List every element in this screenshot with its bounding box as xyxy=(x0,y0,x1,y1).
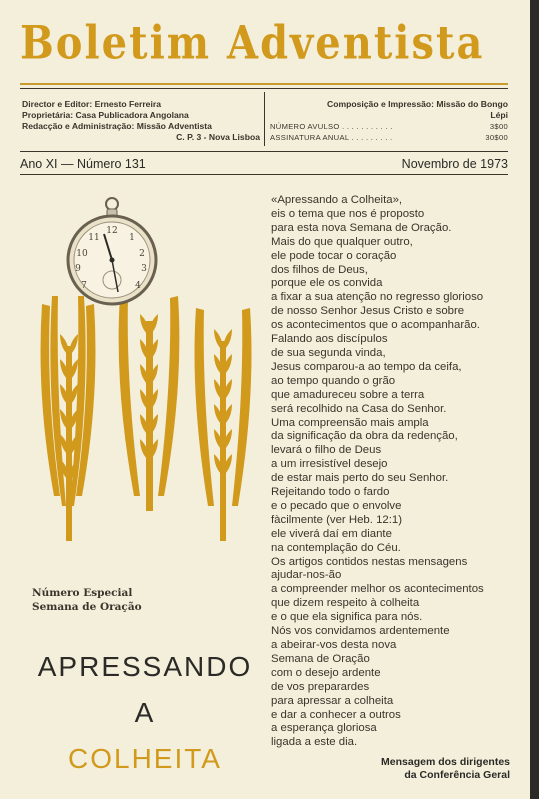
issue-line xyxy=(20,157,508,171)
headline-word3: COLHEITA xyxy=(68,743,222,774)
price-single-label: NÚMERO AVULSO . . . . . . . . . . . xyxy=(270,122,393,131)
message-line: com o desejo ardente xyxy=(271,666,381,679)
message-line: a fixar a sua atenção no regresso glorioso xyxy=(271,291,484,304)
price-single-value: 3$00 xyxy=(489,122,508,131)
message-line: levará o filho de Deus xyxy=(271,444,382,457)
special-issue-line1: Número Especial xyxy=(32,587,133,599)
message-line: de nosso Senhor Jesus Cristo e sobre xyxy=(271,305,465,318)
imprint-divider xyxy=(264,92,265,146)
svg-text:9: 9 xyxy=(75,264,81,274)
message-line: para apressar a colheita xyxy=(271,694,394,707)
svg-text:4: 4 xyxy=(135,281,141,291)
imprint-editorial xyxy=(22,99,262,143)
imprint-printing-place: Lépi xyxy=(490,110,508,120)
price-subscription-label: ASSINATURA ANUAL . . . . . . . . . xyxy=(270,133,393,142)
signature-line1: Mensagem dos dirigentes xyxy=(381,756,510,768)
message-line: ligada a este dia. xyxy=(271,736,358,749)
masthead-rule xyxy=(20,83,508,85)
pocket-watch-icon xyxy=(68,198,156,304)
message-line: Uma compreensão mais ampla xyxy=(271,416,429,429)
message-paragraph xyxy=(271,194,521,236)
masthead-rule-thin xyxy=(20,88,508,89)
message-paragraph xyxy=(271,236,521,333)
imprint-address: C. P. 3 - Nova Lisboa xyxy=(176,132,260,142)
svg-text:11: 11 xyxy=(88,233,100,243)
message-paragraph xyxy=(271,486,521,556)
price-single xyxy=(270,121,508,132)
message-line: e o pecado que o envolve xyxy=(271,499,402,512)
cover-headline xyxy=(30,644,260,782)
headline-word2: A xyxy=(134,697,156,728)
wheat-sheaf-icon xyxy=(41,296,252,541)
message-line: Os artigos contidos nestas mensagens xyxy=(271,555,468,568)
message-line: da significação da obra da redenção, xyxy=(271,430,458,443)
message-line: de vos preparardes xyxy=(271,680,370,693)
message-signature xyxy=(330,756,510,782)
message-line: Jesus comparou-a ao tempo da ceifa, xyxy=(271,360,462,373)
message-line: ele viverá daí em diante xyxy=(271,527,392,540)
headline-word1: APRESSANDO xyxy=(37,651,253,682)
message-line: será recolhido na Casa do Senhor. xyxy=(271,402,447,415)
message-line: e o que ela significa para nós. xyxy=(271,611,423,624)
price-subscription-value: 30$00 xyxy=(485,133,508,142)
message-paragraph xyxy=(271,625,521,750)
message-line: eis o tema que nos é proposto xyxy=(271,207,425,220)
message-line: ele pode tocar o coração xyxy=(271,249,397,262)
message-line: a abeirar-vos desta nova xyxy=(271,639,397,651)
imprint-printing xyxy=(270,99,508,143)
watch-and-wheat-illustration xyxy=(28,196,260,566)
svg-text:10: 10 xyxy=(76,249,88,259)
message-line: de estar mais perto do seu Senhor. xyxy=(271,472,449,485)
message-line: porque ele os convida xyxy=(271,277,383,290)
message-line: de sua segunda vinda, xyxy=(271,346,386,359)
message-line: Rejeitando todo o fardo xyxy=(271,486,390,499)
masthead-title: Boletim Adventista xyxy=(20,16,485,71)
message-paragraph xyxy=(271,556,521,626)
svg-text:2: 2 xyxy=(139,249,145,259)
message-line: na contemplação do Céu. xyxy=(271,541,401,554)
issue-rule xyxy=(20,174,508,175)
message-line: Nós vos convidamos ardentemente xyxy=(271,625,450,638)
message-line: Semana de Oração xyxy=(271,652,370,665)
message-line: Mais do que qualquer outro, xyxy=(271,235,413,248)
message-line: e dar a conhecer a outros xyxy=(271,708,401,721)
message-line: ajudar-nos-ão xyxy=(271,569,342,582)
issue-date: Novembro de 1973 xyxy=(401,157,508,171)
special-issue-line2: Semana de Oração xyxy=(32,601,142,613)
message-line: fàcilmente (ver Heb. 12:1) xyxy=(271,513,403,526)
imprint-director: Director e Editor: Ernesto Ferreira xyxy=(22,99,161,109)
message-line: a esperança gloriosa xyxy=(271,722,377,735)
imprint-admin: Redacção e Administração: Missão Adventista xyxy=(22,121,212,131)
message-paragraph xyxy=(271,417,521,487)
cover-message xyxy=(271,194,521,750)
svg-text:12: 12 xyxy=(106,226,118,236)
message-line: ao tempo quando o grão xyxy=(271,374,396,387)
svg-text:7: 7 xyxy=(81,281,87,291)
message-line: a compreender melhor os acontecimentos xyxy=(271,583,484,596)
price-subscription xyxy=(270,132,508,143)
message-line: dos filhos de Deus, xyxy=(271,263,368,276)
message-paragraph xyxy=(271,333,521,416)
message-line: os acontecimentos que o acompanharão. xyxy=(271,319,480,332)
message-line: que amadureceu sobre a terra xyxy=(271,388,425,401)
imprint-printing-label: Composição e Impressão: Missão do Bongo xyxy=(327,99,508,109)
message-line: «Apressando a Colheita», xyxy=(271,194,403,206)
special-issue-label xyxy=(32,586,172,614)
imprint-owner: Proprietária: Casa Publicadora Angolana xyxy=(22,110,189,120)
message-line: que dizem respeito à colheita xyxy=(271,597,420,610)
svg-text:3: 3 xyxy=(141,264,147,274)
signature-line2: da Conferência Geral xyxy=(404,769,510,781)
message-line: para esta nova Semana de Oração. xyxy=(271,221,452,234)
message-line: Falando aos discípulos xyxy=(271,333,388,346)
imprint-rule xyxy=(20,151,508,152)
svg-text:1: 1 xyxy=(129,233,135,243)
message-line: a um irresistível desejo xyxy=(271,458,388,471)
issue-number: Ano XI — Número 131 xyxy=(20,157,146,171)
